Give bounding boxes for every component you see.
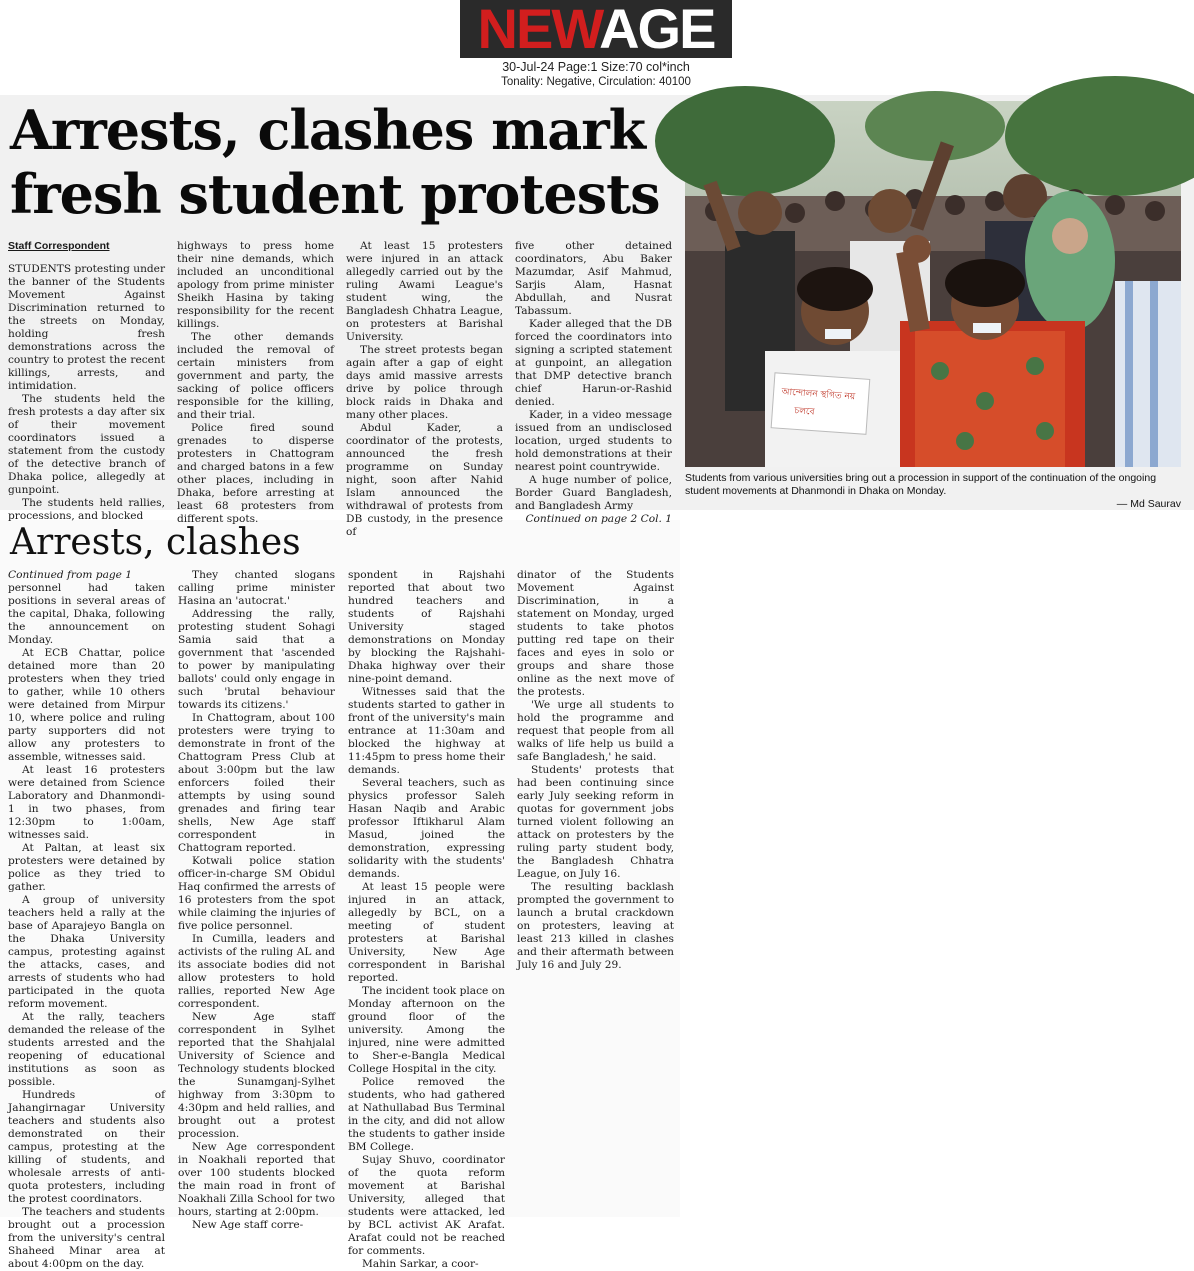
- paragraph: Several teachers, such as physics professor Saleh Hasan Naqib and Arabic professor Iftikharul Alam Masud, joined the demonstration, expressing solidarity with the students' demands.: [348, 777, 505, 880]
- paragraph: Students' protests that had been continuing since early July seeking reform in quotas for government jobs turned violent following an attack on protesters by the ruling party student body, the Bangladesh Chhatra League, on July 16.: [517, 764, 674, 880]
- news-photo: [685, 101, 1181, 467]
- paragraph: They chanted slogans calling prime minister Hasina an 'autocrat.': [178, 569, 335, 607]
- continued-from-note: Continued from page 1: [8, 569, 133, 581]
- paragraph: Abdul Kader, a coordinator of the protests, announced the fresh programme on Sunday night, soon after Nahid Islam announced the withdrawal of protests from DB custody, in the presence of: [346, 422, 503, 538]
- paragraph: spondent in Rajshahi reported that about two hundred teachers and students of Rajshahi University staged demonstrations on Monday by blocking the Rajshahi-Dhaka highway over their nine-point demand.: [348, 569, 505, 685]
- paragraph: The students held rallies, processions, and blocked: [8, 497, 165, 522]
- paragraph: At least 16 protesters were detained from Science Laboratory and Dhanmondi-1 in two phases, from 12:30pm to 1:00am, witnesses said.: [8, 764, 165, 841]
- paragraph: In Cumilla, leaders and activists of the ruling AL and its associate bodies did not allow protesters to hold rallies, reported New Age correspondent.: [178, 933, 335, 1010]
- paragraph: The street protests began again after a gap of eight days amid massive arrests drive by police through block raids in Dhaka and many other places.: [346, 344, 503, 421]
- continuation-column-1: [8, 569, 165, 1270]
- paragraph: In Chattogram, about 100 protesters were trying to demonstrate in front of the Chattogram Press Club at about 3:00pm but the law enforcers foiled their attempts by using sound grenades and firing tear shells, New Age staff correspondent in Chattogram reported.: [178, 712, 335, 854]
- paragraph: STUDENTS protesting under the banner of the Students Movement Against Discrimination returned to the streets on Monday, holding fresh demonstrations across the country to protest the recent killings, arrests, and intimidation.: [8, 263, 166, 392]
- paragraph: Kotwali police station officer-in-charge SM Obidul Haq confirmed the arrests of 16 protesters from the spot while claiming the injuries of five police personnel.: [178, 855, 335, 932]
- paragraph: Kader, in a video message issued from an undisclosed location, urged students to hold demonstrations at their nearest point countrywide.: [515, 409, 672, 473]
- continuation-column-2: [178, 569, 335, 1231]
- paragraph: 'We urge all students to hold the programme and request that people from all walks of life help us build a safe Bangladesh,' he said.: [517, 699, 674, 763]
- headline-line-2: fresh student protests: [10, 162, 660, 226]
- paragraph: five other detained coordinators, Abu Baker Mazumdar, Asif Mahmud, Sarjis Alam, Hasnat Abdullah, and Nusrat Tabassum.: [515, 240, 672, 317]
- article-column-1: [8, 240, 166, 522]
- paragraph: The teachers and students brought out a procession from the university's central Shaheed Minar area at about 4:00pm on the day.: [8, 1206, 165, 1270]
- protest-photo-illustration: [685, 101, 1181, 467]
- paragraph: New Age correspondent in Noakhali reported that over 100 students blocked the main road in front of Noakhali Zilla School for two hours, starting at 2:00pm.: [178, 1141, 335, 1218]
- newspaper-logo: [460, 0, 732, 58]
- paragraph: At Paltan, at least six protesters were detained by police as they tried to gather.: [8, 842, 165, 893]
- continuation-column-4: [517, 569, 674, 1211]
- caption-text: Students from various universities bring out a procession in support of the continuation of the ongoing student movements at Dhanmondi in Dhaka on Monday.: [685, 472, 1157, 497]
- paragraph: New Age staff correspondent in Sylhet reported that the Shahjalal University of Science and Technology students blocked the Sunamganj-Sylhet highway from 3:30pm to 4:30pm and held rallies, and brought out a protest procession.: [178, 1011, 335, 1140]
- paragraph: New Age staff corre-: [192, 1219, 304, 1231]
- photo-caption: [685, 472, 1181, 511]
- placard-text-line-1: আন্দোলন স্থগিত নয়: [781, 387, 856, 403]
- paragraph: Mahin Sarkar, a coor-: [362, 1258, 479, 1270]
- placard-text-line-2: চলবে: [794, 406, 815, 418]
- continuation-headline: Arrests, clashes: [10, 522, 301, 563]
- paragraph: The other demands included the removal of certain ministers from government and party, the sacking of police officers responsible for the killing, and their trial.: [177, 331, 334, 421]
- photo-credit: — Md Saurav: [1116, 498, 1181, 510]
- paragraph: Police fired sound grenades to disperse protesters in Chattogram and charged batons in a few other places, including in Dhaka, before arresting at least 68 protesters from different spots.: [177, 422, 334, 525]
- clipping-meta-tonality: Tonality: Negative, Circulation: 40100: [501, 76, 691, 88]
- article-headline: [10, 98, 675, 226]
- paragraph: A group of university teachers held a rally at the base of Aparajeyo Bangla on the Dhaka University campus, protesting against the attacks, cases, and arrests of students who had participated in the quota reform movement.: [8, 894, 165, 1010]
- paragraph: At least 15 protesters were injured in an attack allegedly carried out by the ruling Awami League's student wing, the Bangladesh Chhatra League, on protesters at Barishal University.: [346, 240, 503, 343]
- paragraph: highways to press home their nine demands, which included an unconditional apology from prime minister Sheikh Hasina by taking responsibility for the recent killings.: [177, 240, 334, 330]
- logo-new-text: NEW: [477, 0, 600, 60]
- paragraph: The resulting backlash prompted the government to launch a brutal crackdown on protesters, leaving at least 213 killed in clashes and their aftermath between July 16 and July 29.: [517, 881, 674, 971]
- paragraph: Police removed the students, who had gathered at Nathullabad Bus Terminal in the city, and did not allow the students to gather inside BM College.: [348, 1076, 505, 1153]
- paragraph: The incident took place on Monday afternoon on the ground floor of the university. Among the injured, nine were admitted to Sher-e-Bangla Medical College Hospital in the city.: [348, 985, 505, 1075]
- paragraph: At least 15 people were injured in an attack, allegedly by BCL, on a meeting of student protesters at Barishal University, New Age correspondent in Barishal reported.: [348, 881, 505, 984]
- paragraph: Kader alleged that the DB forced the coordinators into signing a scripted statement at gunpoint, an allegation that DMP detective branch chief Harun-or-Rashid denied.: [515, 318, 672, 408]
- article-column-4: [515, 240, 672, 525]
- paragraph: Sujay Shuvo, coordinator of the quota reform movement at Barishal University, alleged that students were attacked, led by BCL activist AK Arafat. Arafat could not be reached for comments.: [348, 1154, 505, 1257]
- paragraph: The students held the fresh protests a day after six of their movement coordinators issued a statement from the custody of the detective branch of Dhaka police, allegedly at gunpoint.: [8, 393, 165, 496]
- logo-age-text: AGE: [599, 0, 715, 60]
- paragraph: Hundreds of Jahangirnagar University teachers and students also demonstrated on their campus, protesting at the killing of students, and wholesale arrests of anti-quota protesters, including the protest coordinators.: [8, 1089, 165, 1205]
- paragraph: dinator of the Students Movement Against Discrimination, in a statement on Monday, urged students to take photos putting red tape on their faces and eyes in solo or groups and share those online as the next move of the protests.: [517, 569, 674, 698]
- article-column-2: [177, 240, 334, 525]
- continued-on-note: Continued on page 2 Col. 1: [525, 513, 672, 525]
- paragraph: Witnesses said that the students started to gather in front of the university's main entrance at 11:30am and blocked the highway at 11:45pm to press home their demands.: [348, 686, 505, 776]
- continuation-column-3: [348, 569, 505, 1270]
- paragraph: A huge number of police, Border Guard Bangladesh, and Bangladesh Army: [515, 474, 672, 512]
- paragraph: At ECB Chattar, police detained more than 20 protesters when they tried to gather, while 10 others were detained from Mirpur 10, where police and ruling party supporters did not allow any protesters to assemble, witnesses said.: [8, 647, 165, 763]
- paragraph: Addressing the rally, protesting student Sohagi Samia said that a government that 'ascended to power by manipulating ballots' could only engage in such 'brutal behaviour towards its citizens.': [178, 608, 335, 711]
- clipping-meta-date-size: 30-Jul-24 Page:1 Size:70 col*inch: [502, 60, 690, 74]
- article-column-3: [346, 240, 503, 538]
- paragraph: personnel had taken positions in several areas of the capital, Dhaka, following the announcement on Monday.: [8, 582, 165, 646]
- paragraph: At the rally, teachers demanded the release of the students arrested and the reopening of educational institutions as soon as possible.: [8, 1011, 165, 1088]
- byline: Staff Correspondent: [8, 240, 110, 252]
- headline-line-1: Arrests, clashes mark: [10, 98, 646, 162]
